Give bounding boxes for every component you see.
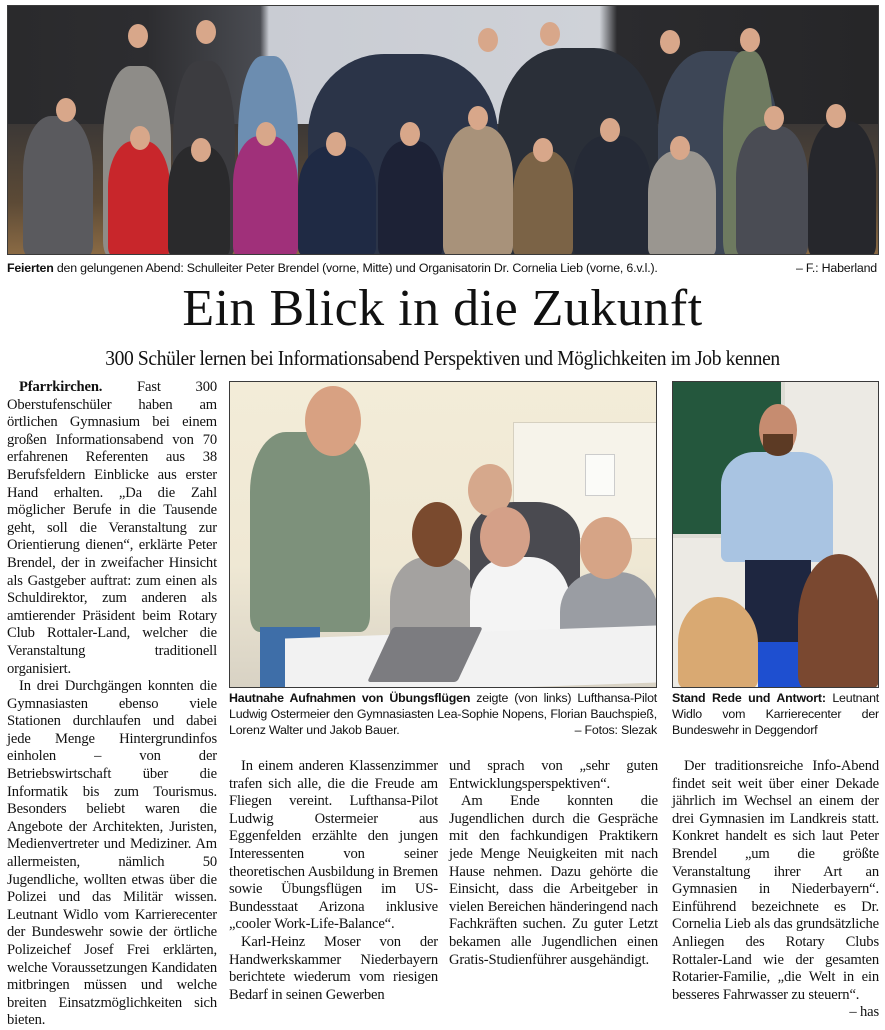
paragraph: In einem anderen Klassenzimmer trafen sich alle, die die Freude am Fliegen vereint. Lufthansa-Pilot Ludwig Ostermeier aus Eggenfelden erzählte den jungen Interessenten von seiner theoretischen Ausbildung in Bremen sowie Übungsflügen im US-Bundesstaat Arizona inklusive „cooler Work-Life-Balance“.	[229, 758, 438, 933]
boy-right-head	[580, 517, 632, 579]
caption-text: den gelungenen Abend: Schulleiter Peter Brendel (vorne, Mitte) und Organisatorin Dr. Cornelia Lieb (vorne, 6.v.l.).	[53, 261, 658, 275]
article-column-2	[229, 758, 438, 1004]
paragraph: Am Ende konnten die Jugendlichen durch die Gespräche mit den fachkundigen Praktikern jede Menge Neuigkeiten mit nach Hause nehmen. Dazu gehörte die Einsicht, dass die Arbeitgeber in vielen Bereichen händeringend nach Fachkräften suchen. Zu guter Letzt bekamen alle Jugendlichen einen Gratis-Studienführer ausgehändigt.	[449, 793, 658, 968]
paragraph: und sprach von „sehr guten Entwicklungsperspektiven“.	[449, 758, 658, 792]
soldier-photo-caption	[672, 690, 879, 738]
article-column-4	[672, 758, 879, 1022]
subheadline: 300 Schüler lernen bei Informationsabend Perspektiven und Möglichkeiten im Job kennen	[105, 346, 780, 370]
caption-text: Leutnant Widlo vom Karrierecenter der Bundeswehr in Deggendorf	[672, 691, 879, 737]
notice-paper	[585, 454, 615, 496]
headline: Ein Blick in die Zukunft	[182, 280, 703, 337]
man-head	[305, 386, 361, 456]
blue-folder	[758, 642, 803, 688]
caption-text: zeigte (von links) Lufthansa-Pilot Ludwig Ostermeier den Gymnasiasten Lea-Sophie Nopens, Florian Bauchspieß, Lorenz Walter und Jakob Bauer.	[229, 691, 658, 737]
boy-middle-head	[480, 507, 530, 567]
group-photo	[7, 5, 879, 255]
audience-brunette	[798, 554, 879, 688]
classroom-photo	[229, 381, 657, 688]
audience-blonde	[678, 597, 758, 688]
paragraph: Karl-Heinz Moser von der Handwerkskammer Niederbayern berichtete wiederum vom riesigen Bedarf in seinen Gewerben	[229, 933, 438, 1003]
author-signature: – has	[849, 1004, 879, 1021]
article-column-3	[449, 758, 658, 969]
photo-credit: – Fotos: Slezak	[540, 722, 657, 738]
man-standing	[250, 432, 370, 632]
caption-bold-lead: Hautnahe Aufnahmen von Übungsflügen	[229, 691, 471, 705]
caption-bold-lead: Stand Rede und Antwort:	[672, 691, 826, 705]
group-photo-caption	[7, 260, 767, 276]
girl-head	[412, 502, 462, 567]
dateline: Pfarrkirchen.	[19, 379, 103, 395]
caption-bold-lead: Feierten	[7, 261, 54, 275]
paragraph: In drei Durchgängen konnten die Gymnasiasten ebenso viele Stationen durchlaufen und dabei jede Menge Hintergrundinfos einholen – von der Betriebswirtschaft über die Informatik bis zum Tourismus. Besonders beliebt waren die Angebote der Architekten, Juristen, Medienvertreter und Mediziner. Am allermeisten, nämlich 50 Jugendliche, wollten etwas über die Polizei und das Militär wissen. Leutnant Widlo vom Karrierecenter der Bundeswehr sowie der örtliche Polizeichef Josef Frei erklärten, welche Voraussetzungen Kandidaten mitbringen müssen und welche breiten Einsatzmöglichkeiten sich bieten.	[7, 678, 217, 1029]
paragraph	[672, 758, 879, 1021]
paragraph	[7, 379, 217, 678]
soldier-shirt	[721, 452, 833, 562]
article-column-1	[7, 379, 217, 1030]
photo-credit: – F.: Haberland	[795, 261, 877, 275]
paragraph-text: Der traditionsreiche Info-Abend findet seit weit über einer Dekade jährlich im Wechsel an einem der drei Gymnasien im Landkreis statt. Konkret handelt es sich laut Peter Brendel „um die größte Veranstaltung ihrer Art an Gymnasien in Niederbayern“. Einführend bezeichnete es Dr. Cornelia Lieb als das grundsätzliche Anliegen des Rotary Clubs Rottaler-Land wie der gesamten Rotarier-Familie, „die Welt in ein besseres Fahrwasser zu steuern“.	[672, 758, 879, 1003]
paragraph-text: Fast 300 Oberstufenschüler haben am örtlichen Gymnasium bei einem großen Informationsabend von 70 erfahrenen Referenten aus 38 Berufsfeldern Einblicke aus erster Hand erhalten. „Da die Zahl möglicher Berufe in die Tausende geht, soll die Veranstaltung zur Orientierung dienen“, erklärte Peter Brendel, der in zweifacher Hinsicht als Gastgeber auftrat: zum einen als Schuldirektor, zum anderen als amtierender Präsident beim Rotary Club Rottaler-Land, welcher die Veranstaltung traditionell organisiert.	[7, 379, 217, 677]
soldier-photo	[672, 381, 879, 688]
soldier-beard	[763, 434, 793, 456]
